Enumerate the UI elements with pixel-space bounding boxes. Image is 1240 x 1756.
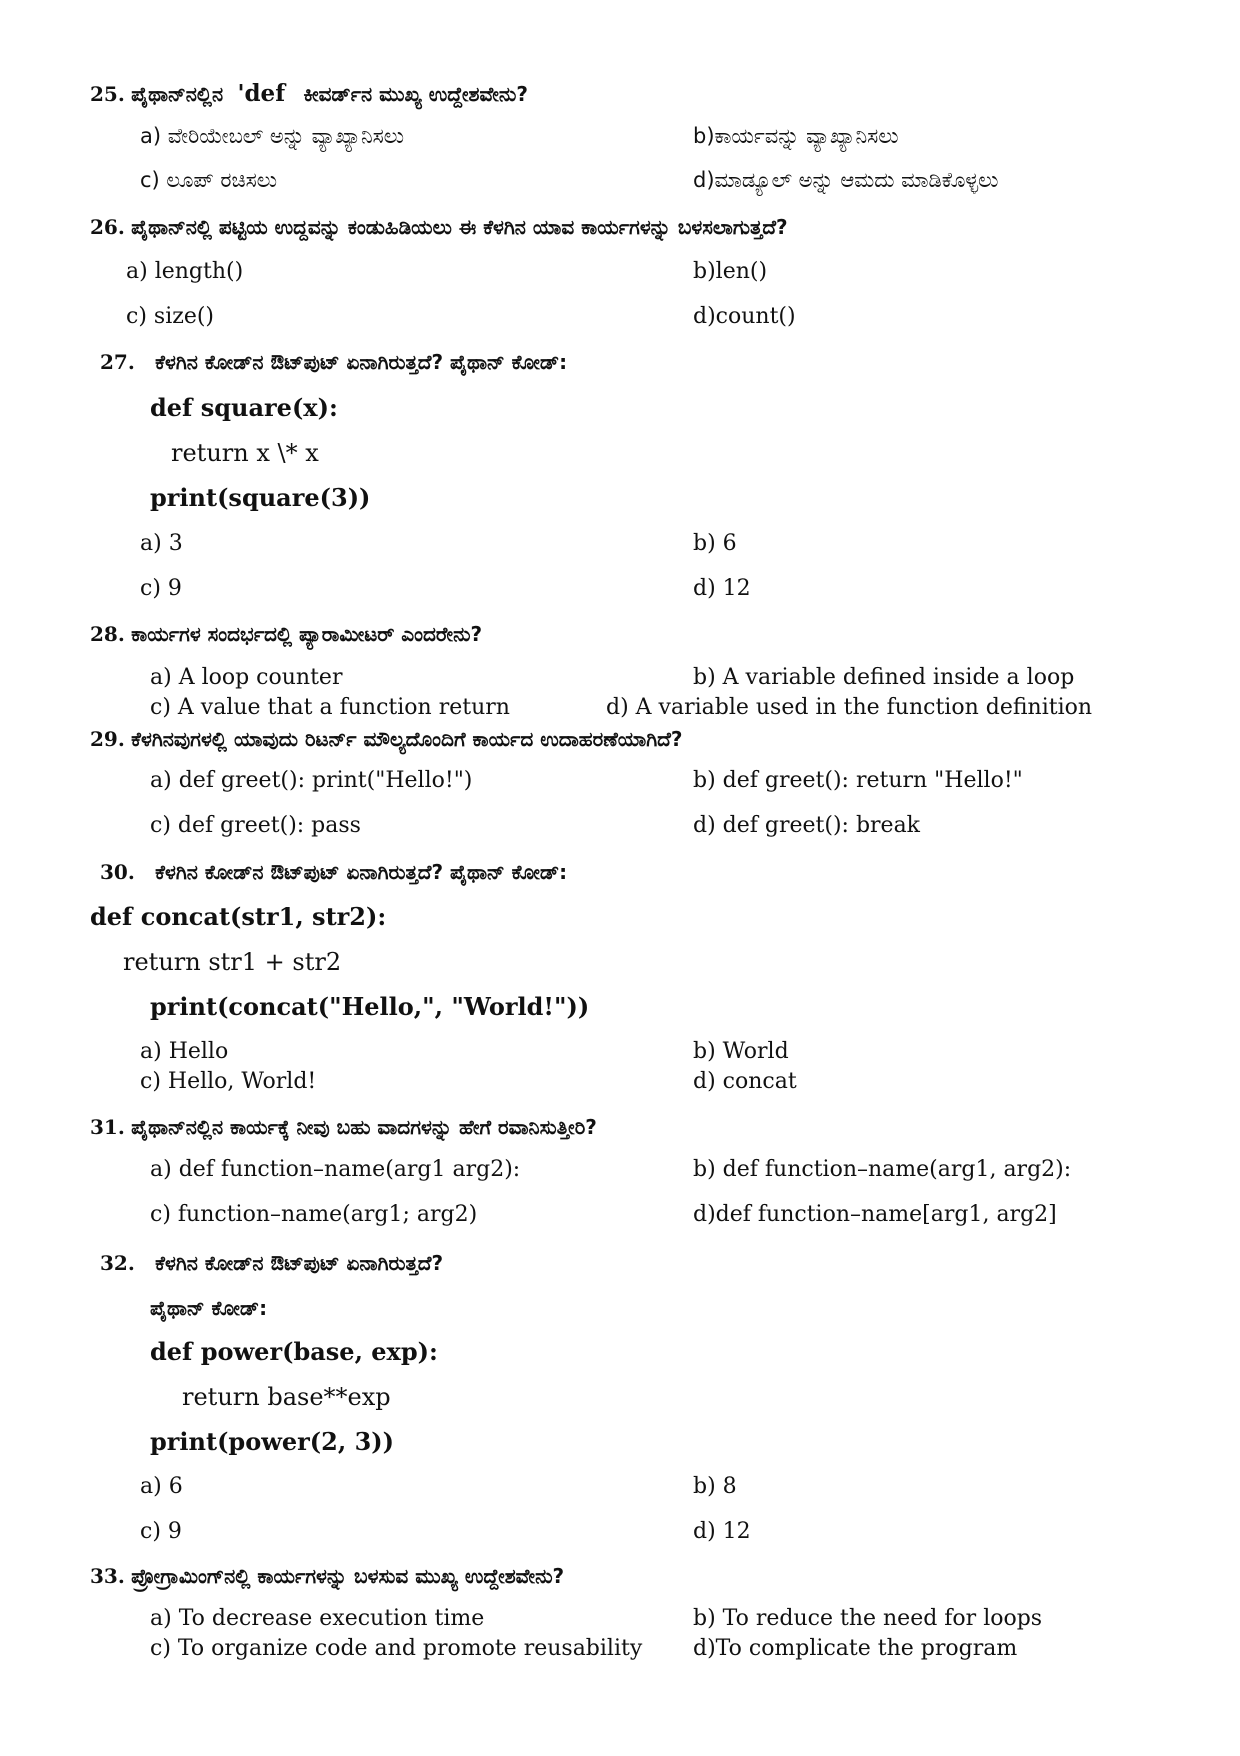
question-number: 28. [90, 622, 125, 646]
question-25 [90, 82, 528, 105]
option-b: b) 6 [693, 531, 737, 556]
option-d: d) concat [693, 1069, 797, 1094]
code-line: return str1 + str2 [123, 948, 342, 976]
option-a: a) 6 [140, 1474, 183, 1499]
option-a: a) 3 [140, 531, 183, 556]
question-text: ಪ್ರೋಗ್ರಾಮಿಂಗ್‌ನಲ್ಲಿ ಕಾರ್ಯಗಳನ್ನು ಬಳಸುವ ಮುಖ್ಯ ಉದ್ದೇಶವೇನು? [131, 1564, 565, 1588]
option-d: d)To complicate the program [693, 1636, 1018, 1661]
code-line: def square(x): [150, 393, 338, 422]
option-d: d) 12 [693, 1519, 751, 1544]
code-line: return base**exp [182, 1383, 391, 1411]
question-28 [90, 624, 482, 644]
question-text: ಕೆಳಗಿನ ಕೋಡ್‌ನ ಔಟ್‌ಪುಟ್ ಏನಾಗಿರುತ್ತದೆ? ಪೈಥಾನ್ ಕೋಡ್: [155, 350, 568, 374]
question-27 [100, 352, 567, 372]
option-d: d)count() [693, 304, 796, 329]
question-number: 30. [100, 860, 135, 884]
option-b: b)ಕಾರ್ಯವನ್ನು ವ್ಯಾಖ್ಯಾನಿಸಲು [693, 124, 899, 148]
option-c: c) function–name(arg1; arg2) [150, 1202, 478, 1227]
option-c: c) def greet(): pass [150, 813, 361, 838]
option-b: b) A variable defined inside a loop [693, 665, 1075, 690]
question-text: ಪೈಥಾನ್‌ನಲ್ಲಿನ ಕಾರ್ಯಕ್ಕೆ ನೀವು ಬಹು ವಾದಗಳನ್ನು ಹೇಗೆ ರವಾನಿಸುತ್ತೀರಿ? [131, 1115, 597, 1139]
option-d: d) A variable used in the function definition [606, 695, 1093, 720]
question-29 [90, 729, 683, 749]
option-a: a) Hello [140, 1039, 229, 1064]
option-d: d)def function–name[arg1, arg2] [693, 1202, 1057, 1227]
question-number: 32. [100, 1251, 135, 1275]
option-c: c) size() [126, 304, 214, 329]
option-b: b) World [693, 1039, 789, 1064]
option-b: b) def function–name(arg1, arg2): [693, 1157, 1072, 1182]
question-number: 27. [100, 350, 135, 374]
option-d: d) 12 [693, 576, 751, 601]
question-text: ಕೆಳಗಿನ ಕೋಡ್‌ನ ಔಟ್‌ಪುಟ್ ಏನಾಗಿರುತ್ತದೆ? ಪೈಥಾನ್ ಕೋಡ್: [155, 860, 568, 884]
option-b: b) def greet(): return "Hello!" [693, 768, 1023, 793]
code-line: return x \* x [171, 439, 319, 467]
option-c: c) ಲೂಪ್ ರಚಿಸಲು [140, 168, 278, 192]
def-keyword: 'def [237, 80, 286, 107]
code-line: print(power(2, 3)) [150, 1427, 394, 1456]
question-31 [90, 1117, 597, 1137]
option-b: b) 8 [693, 1474, 737, 1499]
question-number: 33. [90, 1564, 125, 1588]
option-a: a) def function–name(arg1 arg2): [150, 1157, 521, 1182]
question-32 [100, 1253, 443, 1273]
code-line: def concat(str1, str2): [90, 902, 387, 931]
option-a: a) length() [126, 259, 244, 284]
question-text: ಕಾರ್ಯಗಳ ಸಂದರ್ಭದಲ್ಲಿ ಪ್ಯಾರಾಮೀಟರ್ ಎಂದರೇನು? [131, 622, 483, 646]
option-c: c) To organize code and promote reusability [150, 1636, 643, 1661]
question-30 [100, 862, 567, 882]
question-text: ಕೆಳಗಿನವುಗಳಲ್ಲಿ ಯಾವುದು ರಿಟರ್ನ್ ಮೌಲ್ಯದೊಂದಿಗೆ ಕಾರ್ಯದ ಉದಾಹರಣೆಯಾಗಿದೆ? [131, 727, 683, 751]
option-c: c) A value that a function return [150, 695, 510, 720]
question-number: 25. [90, 82, 125, 106]
option-b: b)len() [693, 259, 768, 284]
option-d: d)ಮಾಡ್ಯೂಲ್ ಅನ್ನು ಆಮದು ಮಾಡಿಕೊಳ್ಳಲು [693, 168, 999, 192]
code-line: print(square(3)) [150, 483, 371, 512]
question-number: 31. [90, 1115, 125, 1139]
option-c: c) 9 [140, 1519, 182, 1544]
question-number: 29. [90, 727, 125, 751]
option-c: c) 9 [140, 576, 182, 601]
code-line: def power(base, exp): [150, 1337, 438, 1366]
option-b: b) To reduce the need for loops [693, 1606, 1043, 1631]
option-a: a) To decrease execution time [150, 1606, 485, 1631]
question-26 [90, 217, 788, 237]
option-d: d) def greet(): break [693, 813, 921, 838]
question-text: ಕೀವರ್ಡ್‌ನ ಮುಖ್ಯ ಉದ್ದೇಶವೇನು? [303, 82, 529, 106]
code-line: print(concat("Hello,", "World!")) [150, 992, 590, 1021]
question-number: 26. [90, 215, 125, 239]
option-c: c) Hello, World! [140, 1069, 317, 1094]
option-a: a) ವೇರಿಯೇಬಲ್ ಅನ್ನು ವ್ಯಾಖ್ಯಾನಿಸಲು [140, 124, 405, 148]
question-text: ಕೆಳಗಿನ ಕೋಡ್‌ನ ಔಟ್‌ಪುಟ್ ಏನಾಗಿರುತ್ತದೆ? [155, 1251, 444, 1275]
option-a: a) def greet(): print("Hello!") [150, 768, 473, 793]
option-a: a) A loop counter [150, 665, 343, 690]
code-label: ಪೈಥಾನ್ ಕೋಡ್: [150, 1296, 268, 1320]
question-text: ಪೈಥಾನ್‌ನಲ್ಲಿನ [131, 82, 224, 106]
question-33 [90, 1566, 564, 1586]
question-text: ಪೈಥಾನ್‌ನಲ್ಲಿ ಪಟ್ಟಿಯ ಉದ್ದವನ್ನು ಕಂಡುಹಿಡಿಯಲು ಈ ಕೆಳಗಿನ ಯಾವ ಕಾರ್ಯಗಳನ್ನು ಬಳಸಲಾಗುತ್ತದೆ? [131, 215, 788, 239]
